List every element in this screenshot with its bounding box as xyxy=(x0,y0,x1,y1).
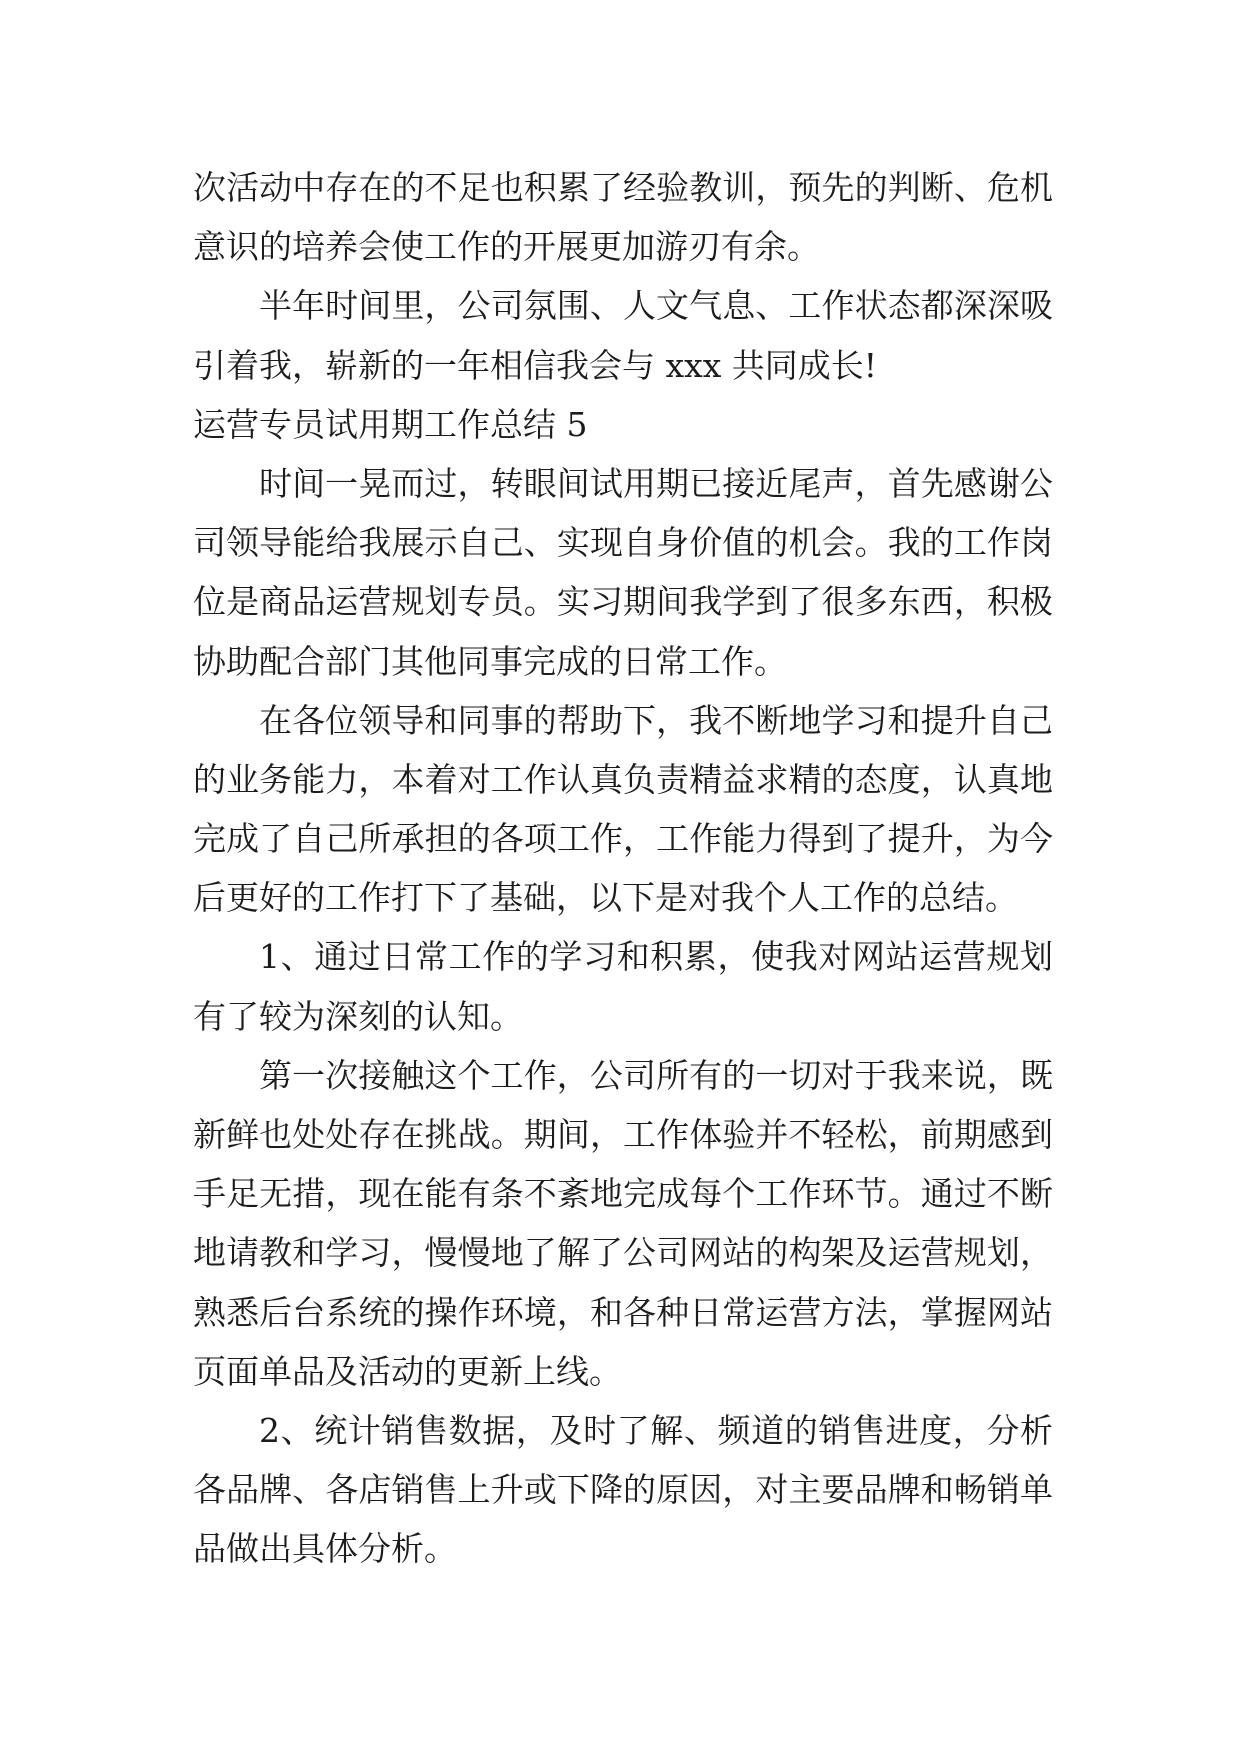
document-body xyxy=(193,158,1053,1579)
text-line: 司领导能给我展示自己、实现自身价值的机会。我的工作岗 xyxy=(193,523,1053,563)
text-line: 位是商品运营规划专员。实习期间我学到了很多东西，积极 xyxy=(193,582,1053,622)
text-line: 完成了自己所承担的各项工作，工作能力得到了提升，为今 xyxy=(193,819,1053,859)
text-line: 第一次接触这个工作，公司所有的一切对于我来说，既 xyxy=(259,1055,1053,1095)
text-line: 页面单品及活动的更新上线。 xyxy=(193,1351,622,1391)
text-line: 半年时间里，公司氛围、人文气息、工作状态都深深吸 xyxy=(259,286,1053,326)
text-line: 各品牌、各店销售上升或下降的原因，对主要品牌和畅销单 xyxy=(193,1470,1053,1510)
section-heading: 运营专员试用期工作总结 5 xyxy=(193,404,588,444)
text-line: 品做出具体分析。 xyxy=(193,1529,457,1569)
text-line: 引着我，崭新的一年相信我会与 xxx 共同成长! xyxy=(193,345,878,385)
text-line: 1、通过日常工作的学习和积累，使我对网站运营规划 xyxy=(259,937,1053,977)
text-line: 后更好的工作打下了基础，以下是对我个人工作的总结。 xyxy=(193,878,1018,918)
text-line: 时间一晃而过，转眼间试用期已接近尾声，首先感谢公 xyxy=(259,463,1053,503)
text-line: 协助配合部门其他同事完成的日常工作。 xyxy=(193,641,787,681)
text-line: 手足无措，现在能有条不紊地完成每个工作环节。通过不断 xyxy=(193,1174,1053,1214)
text-line: 意识的培养会使工作的开展更加游刃有余。 xyxy=(193,227,820,267)
text-line: 次活动中存在的不足也积累了经验教训，预先的判断、危机 xyxy=(193,168,1053,207)
text-line: 新鲜也处处存在挑战。期间，工作体验并不轻松，前期感到 xyxy=(193,1115,1053,1154)
text-line: 熟悉后台系统的操作环境，和各种日常运营方法，掌握网站 xyxy=(193,1292,1053,1332)
text-line: 在各位领导和同事的帮助下，我不断地学习和提升自己 xyxy=(259,700,1053,740)
text-line: 的业务能力，本着对工作认真负责精益求精的态度，认真地 xyxy=(193,759,1053,799)
text-line: 2、统计销售数据，及时了解、频道的销售进度，分析 xyxy=(259,1410,1053,1450)
text-line: 地请教和学习，慢慢地了解了公司网站的构架及运营规划， xyxy=(193,1233,1053,1273)
text-line: 有了较为深刻的认知。 xyxy=(193,996,523,1036)
